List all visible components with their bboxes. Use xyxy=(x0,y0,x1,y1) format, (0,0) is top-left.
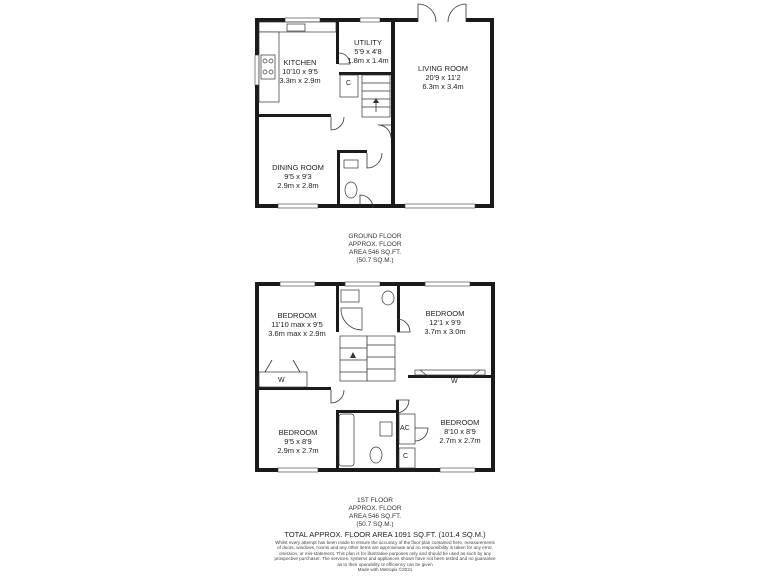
wall xyxy=(259,114,331,117)
window xyxy=(278,468,318,472)
door-swing xyxy=(331,390,344,403)
door-swing xyxy=(331,117,344,130)
window xyxy=(440,468,475,472)
cupboard-label: C xyxy=(346,80,352,87)
bedroom-bottom-left-label xyxy=(266,428,330,455)
room-size-metric: 2.9m x 2.7m xyxy=(277,446,319,455)
wall xyxy=(255,18,259,208)
disclaimer-line: prospective purchaser. The services, systems and appliances shown have not been tested and no guarantee xyxy=(274,556,496,562)
room-size-metric: 3.7m x 3.0m xyxy=(424,327,466,336)
wall xyxy=(255,282,259,472)
first-floor-caption xyxy=(305,497,445,529)
door-swing xyxy=(367,153,382,168)
bedroom-top-right-label xyxy=(410,309,480,336)
caption-line: AREA 546 SQ.FT. xyxy=(348,513,402,520)
room-size-metric: 6.3m x 3.4m xyxy=(422,82,464,91)
room-name: BEDROOM xyxy=(277,311,317,320)
room-size-imperial: 20'9 x 11'2 xyxy=(425,73,461,82)
staircase xyxy=(362,75,390,117)
wall xyxy=(336,410,396,413)
wall xyxy=(255,204,395,208)
caption-line: APPROX. FLOOR xyxy=(348,241,402,248)
french-door-opening xyxy=(418,18,466,22)
wall xyxy=(490,18,494,208)
basin-icon xyxy=(341,290,359,302)
room-size-metric: 3.6m max x 2.9m xyxy=(268,329,326,338)
toilet-icon xyxy=(345,182,357,198)
room-size-imperial: 10'10 x 9'5 xyxy=(282,67,318,76)
disclaimer-line: omission, or mis-statement. This plan is for illustrative purposes only and should be used as such by any xyxy=(278,550,492,556)
window xyxy=(405,204,475,208)
room-size-imperial: 9'5 x 9'3 xyxy=(284,172,312,181)
room-name: BEDROOM xyxy=(425,309,465,318)
window xyxy=(360,18,380,22)
disclaimer-line: as to their operability or efficiency can be given xyxy=(337,561,433,567)
room-size-metric: 2.9m x 2.8m xyxy=(277,181,319,190)
room-size-metric: 1.8m x 1.4m xyxy=(347,56,389,65)
bedroom-bottom-right-label xyxy=(428,418,492,445)
ground-floor-caption xyxy=(305,233,445,265)
room-name: BEDROOM xyxy=(278,428,318,437)
hob-ring xyxy=(263,59,267,63)
cupboard-label: C xyxy=(403,453,409,460)
room-size-imperial: 12'1 x 9'9 xyxy=(429,318,461,327)
wall xyxy=(339,72,391,75)
caption-line: AREA 546 SQ.FT. xyxy=(348,249,402,256)
wall xyxy=(337,150,367,153)
shower-icon xyxy=(341,308,362,330)
disclaimer-line: Whilst every attempt has been made to ensure the accuracy of the floor plan contained here, measurements xyxy=(275,540,495,545)
wall xyxy=(397,286,400,332)
room-size-imperial: 11'10 max x 9'5 xyxy=(271,320,323,329)
room-size-metric: 2.7m x 2.7m xyxy=(439,436,481,445)
room-size-imperial: 8'10 x 8'9 xyxy=(444,427,476,436)
disclaimer-line: of doors, windows, rooms and any other items are approximate and no responsibility is taken for any error, xyxy=(277,545,493,551)
room-size-imperial: 9'5 x 8'9 xyxy=(284,437,312,446)
wardrobe-label: W xyxy=(451,378,458,385)
room-name: KITCHEN xyxy=(283,58,317,67)
toilet-icon xyxy=(382,291,394,305)
caption-line: (50.7 SQ.M.) xyxy=(356,521,394,528)
disclaimer xyxy=(190,540,580,572)
total-floor-area: TOTAL APPROX. FLOOR AREA 1091 SQ.FT. (101.4 SQ.M.) xyxy=(284,530,486,539)
airing-cupboard-label: AC xyxy=(400,425,410,432)
room-name: LIVING ROOM xyxy=(417,64,468,73)
wardrobe-label: W xyxy=(278,377,285,384)
room-name: UTILITY xyxy=(354,38,382,47)
wall xyxy=(259,387,331,390)
room-name: DINING ROOM xyxy=(272,163,324,172)
window xyxy=(280,282,315,286)
door-swing xyxy=(378,125,391,138)
utility-label xyxy=(340,38,396,65)
basin-icon xyxy=(344,160,358,168)
wall xyxy=(408,375,491,378)
room-size-metric: 3.3m x 2.9m xyxy=(279,76,321,85)
basin-icon xyxy=(380,422,392,436)
window xyxy=(345,282,380,286)
wardrobe-door xyxy=(265,360,300,372)
wall xyxy=(396,400,399,468)
toilet-icon xyxy=(370,447,382,463)
wall xyxy=(336,410,339,468)
window xyxy=(285,18,320,22)
bath-icon xyxy=(339,414,354,466)
sink-icon xyxy=(287,24,305,31)
staircase xyxy=(340,336,395,381)
wall xyxy=(336,22,339,64)
window xyxy=(255,55,259,85)
wall xyxy=(336,286,339,332)
room-size-imperial: 5'9 x 4'8 xyxy=(354,47,382,56)
window xyxy=(278,204,318,208)
caption-line: APPROX. FLOOR xyxy=(348,505,402,512)
caption-line: 1ST FLOOR xyxy=(356,497,393,504)
dining-room-label xyxy=(266,163,330,190)
caption-line: GROUND FLOOR xyxy=(348,233,402,240)
disclaimer-line: Made with Metropix ©2021 xyxy=(357,567,413,573)
bedroom-top-left-label xyxy=(262,311,332,338)
wall xyxy=(337,150,340,204)
caption-line: (50.7 SQ.M.) xyxy=(356,257,394,264)
window xyxy=(425,282,470,286)
kitchen-label xyxy=(272,58,328,85)
living-room-label xyxy=(408,64,478,91)
hob-ring xyxy=(263,70,267,74)
door-swing xyxy=(415,428,428,441)
room-name: BEDROOM xyxy=(440,418,480,427)
